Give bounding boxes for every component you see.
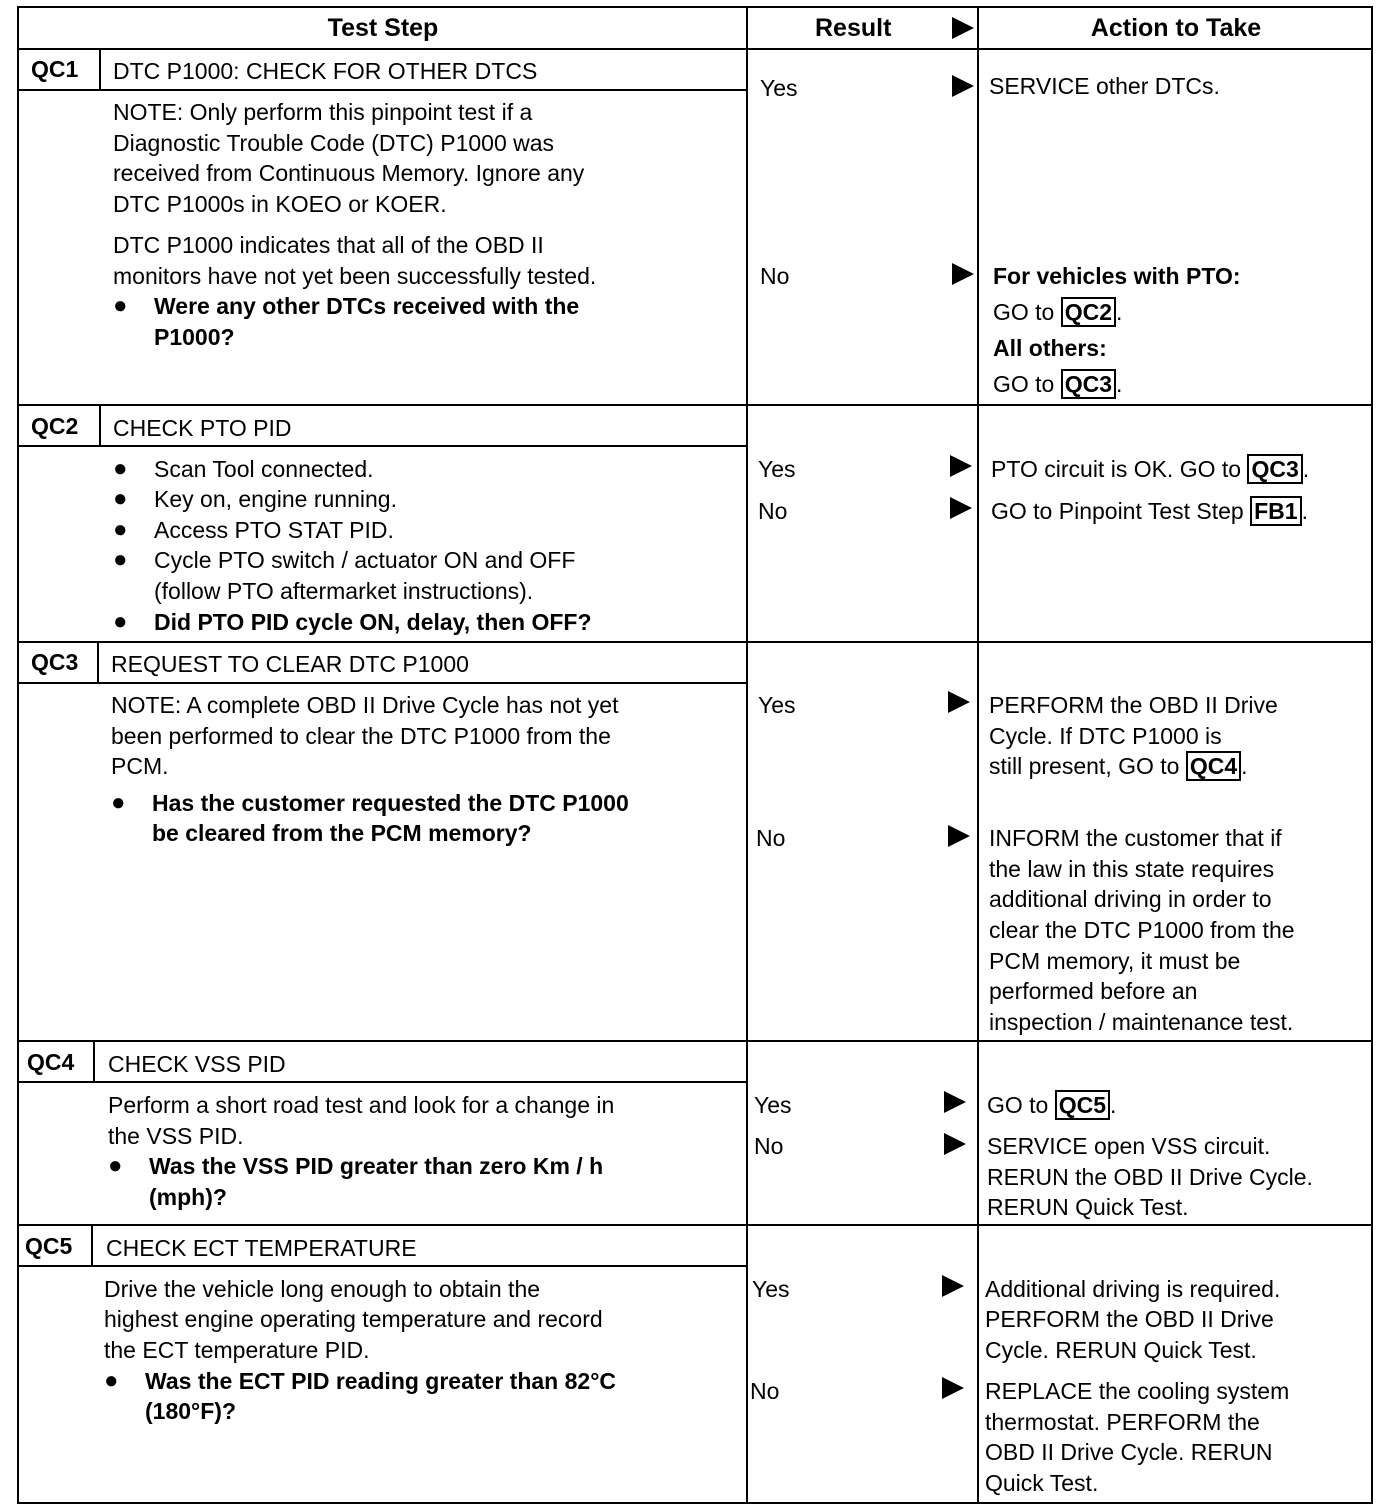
result-no: No xyxy=(758,498,788,524)
step-bullet: Access PTO STAT PID. xyxy=(154,517,394,543)
diagnostic-table xyxy=(17,6,1373,1504)
action-yes: Cycle. If DTC P1000 is xyxy=(989,723,1222,749)
step-question: P1000? xyxy=(154,324,235,350)
arrow-icon xyxy=(948,825,970,847)
arrow-icon xyxy=(950,497,972,519)
step-ref-link[interactable]: QC2 xyxy=(1061,297,1116,327)
column-divider-action xyxy=(977,8,979,1502)
step-bullet: (follow PTO aftermarket instructions). xyxy=(154,578,534,604)
step-question: (180°F)? xyxy=(145,1398,236,1424)
row-divider-qc4 xyxy=(19,1040,1371,1042)
result-no: No xyxy=(760,263,790,289)
result-yes: Yes xyxy=(752,1276,790,1302)
step-question: be cleared from the PCM memory? xyxy=(152,820,532,846)
row-divider-qc5 xyxy=(19,1224,1371,1226)
header-arrow-icon xyxy=(952,17,974,39)
step-bullet: Key on, engine running. xyxy=(154,486,397,512)
action-no: PCM memory, it must be xyxy=(989,948,1241,974)
bullet-icon: ● xyxy=(113,608,128,635)
action-yes: SERVICE other DTCs. xyxy=(989,73,1220,99)
header-result: Result xyxy=(815,13,892,42)
step-title: DTC P1000: CHECK FOR OTHER DTCS xyxy=(113,58,538,84)
action-no-label: For vehicles with PTO: xyxy=(993,263,1241,289)
action-no: RERUN Quick Test. xyxy=(987,1194,1189,1220)
bullet-icon: ● xyxy=(113,516,128,543)
arrow-icon xyxy=(942,1275,964,1297)
bullet-icon: ● xyxy=(113,455,128,482)
result-yes: Yes xyxy=(754,1092,792,1118)
action-no: SERVICE open VSS circuit. xyxy=(987,1133,1271,1159)
step-title: CHECK ECT TEMPERATURE xyxy=(106,1235,417,1261)
step-question: Did PTO PID cycle ON, delay, then OFF? xyxy=(154,609,592,635)
action-no: thermostat. PERFORM the xyxy=(985,1409,1260,1435)
step-ref-link[interactable]: QC3 xyxy=(1061,369,1116,399)
action-yes: GO to QC5 . xyxy=(987,1092,1117,1118)
step-text: DTC P1000 indicates that all of the OBD II xyxy=(113,232,544,258)
step-id: QC3 xyxy=(31,649,79,675)
header-action: Action to Take xyxy=(1090,13,1262,42)
arrow-icon xyxy=(944,1133,966,1155)
step-id: QC5 xyxy=(25,1233,73,1259)
step-title: CHECK PTO PID xyxy=(113,415,292,441)
result-no: No xyxy=(750,1378,780,1404)
result-yes: Yes xyxy=(758,456,796,482)
bullet-icon: ● xyxy=(108,1152,123,1179)
action-no: additional driving in order to xyxy=(989,886,1272,912)
header-test-step: Test Step xyxy=(327,13,439,42)
step-question: Has the customer requested the DTC P1000 xyxy=(152,790,629,816)
step-text: Diagnostic Trouble Code (DTC) P1000 was xyxy=(113,130,555,156)
action-no: OBD II Drive Cycle. RERUN xyxy=(985,1439,1273,1465)
action-no-goto: GO to QC3 . xyxy=(993,371,1123,397)
action-no-label: All others: xyxy=(993,335,1107,361)
step-text: PCM. xyxy=(111,753,169,779)
step-text: received from Continuous Memory. Ignore any xyxy=(113,160,585,186)
action-yes: PERFORM the OBD II Drive xyxy=(985,1306,1274,1332)
action-yes: Additional driving is required. xyxy=(985,1276,1281,1302)
step-text: Drive the vehicle long enough to obtain the xyxy=(104,1276,541,1302)
arrow-icon xyxy=(950,455,972,477)
step-question: Were any other DTCs received with the xyxy=(154,293,580,319)
action-no: clear the DTC P1000 from the xyxy=(989,917,1295,943)
step-ref-link[interactable]: QC4 xyxy=(1186,751,1241,781)
result-yes: Yes xyxy=(758,692,796,718)
action-yes: PTO circuit is OK. GO to QC3 . xyxy=(991,456,1310,482)
action-yes: still present, GO to QC4 . xyxy=(989,753,1248,779)
step-text: highest engine operating temperature and record xyxy=(104,1306,603,1332)
step-text: monitors have not yet been successfully tested. xyxy=(113,263,597,289)
result-no: No xyxy=(756,825,786,851)
step-id: QC1 xyxy=(31,56,79,82)
action-yes: PERFORM the OBD II Drive xyxy=(989,692,1278,718)
action-no: GO to Pinpoint Test Step FB1 . xyxy=(991,498,1308,524)
bullet-icon: ● xyxy=(113,546,128,573)
step-text: NOTE: Only perform this pinpoint test if a xyxy=(113,99,533,125)
action-no: performed before an xyxy=(989,978,1198,1004)
step-question: Was the VSS PID greater than zero Km / h xyxy=(149,1153,604,1179)
step-ref-link[interactable]: FB1 xyxy=(1250,496,1301,526)
arrow-icon xyxy=(942,1377,964,1399)
step-text: NOTE: A complete OBD II Drive Cycle has not yet xyxy=(111,692,619,718)
step-question: Was the ECT PID reading greater than 82°C xyxy=(145,1368,617,1394)
arrow-icon xyxy=(952,75,974,97)
step-text: the ECT temperature PID. xyxy=(104,1337,370,1363)
bullet-icon: ● xyxy=(113,485,128,512)
step-id: QC2 xyxy=(31,413,79,439)
step-text: DTC P1000s in KOEO or KOER. xyxy=(113,191,447,217)
action-no: Quick Test. xyxy=(985,1470,1099,1496)
action-no: inspection / maintenance test. xyxy=(989,1009,1294,1035)
step-text: Perform a short road test and look for a change in xyxy=(108,1092,615,1118)
bullet-icon: ● xyxy=(104,1367,119,1394)
step-text: the VSS PID. xyxy=(108,1123,244,1149)
action-no: INFORM the customer that if xyxy=(989,825,1282,851)
bullet-icon: ● xyxy=(111,789,126,816)
step-bullet: Cycle PTO switch / actuator ON and OFF xyxy=(154,547,576,573)
step-title: CHECK VSS PID xyxy=(108,1051,286,1077)
step-bullet: Scan Tool connected. xyxy=(154,456,374,482)
column-divider-result xyxy=(746,8,748,1502)
action-yes: Cycle. RERUN Quick Test. xyxy=(985,1337,1257,1363)
step-text: been performed to clear the DTC P1000 from the xyxy=(111,723,611,749)
bullet-icon: ● xyxy=(113,292,128,319)
step-question: (mph)? xyxy=(149,1184,227,1210)
arrow-icon xyxy=(948,691,970,713)
header-divider xyxy=(19,48,1371,50)
action-no: the law in this state requires xyxy=(989,856,1275,882)
row-divider-qc3 xyxy=(19,641,1371,643)
arrow-icon xyxy=(952,263,974,285)
arrow-icon xyxy=(944,1091,966,1113)
result-yes: Yes xyxy=(760,75,798,101)
action-no: REPLACE the cooling system xyxy=(985,1378,1290,1404)
step-ref-link[interactable]: QC5 xyxy=(1055,1090,1110,1120)
result-no: No xyxy=(754,1133,784,1159)
row-divider-qc2 xyxy=(19,404,1371,406)
step-id: QC4 xyxy=(27,1049,75,1075)
action-no-goto: GO to QC2 . xyxy=(993,299,1123,325)
step-ref-link[interactable]: QC3 xyxy=(1247,454,1302,484)
action-no: RERUN the OBD II Drive Cycle. xyxy=(987,1164,1313,1190)
step-title: REQUEST TO CLEAR DTC P1000 xyxy=(111,651,469,677)
